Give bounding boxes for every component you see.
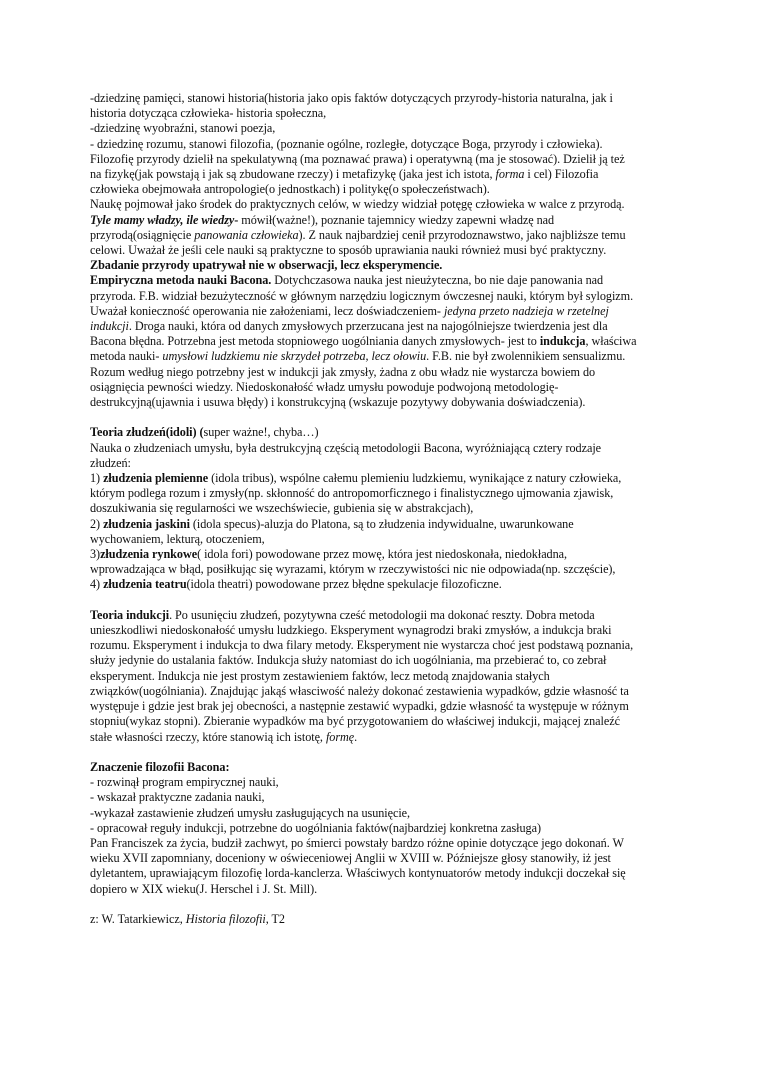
text-segment: występuje i gdzie jest brak jej obecności, a następnie zestawić wypadki, gdzie własność ta występuje w różnym [90, 699, 629, 714]
text-segment: człowieka obejmowała antropologie(o jednostkach) i politykę(o społeczeństwach). [90, 182, 490, 197]
text-line [90, 714, 652, 729]
text-segment: forma [495, 167, 525, 182]
text-segment: Rozum według niego potrzebny jest w indukcji jak zmysły, żadna z obu władz nie wystarcza bowiem do [90, 364, 596, 379]
text-segment: , T2 [265, 911, 285, 926]
text-line [90, 425, 652, 440]
text-line [90, 486, 652, 501]
text-segment: indukcja [539, 334, 586, 349]
text-line [90, 653, 652, 668]
text-segment: celowi. Uważał że jeśli cele nauki są praktyczne to sposób uprawiania nauki również musi być praktyczny. [90, 243, 607, 258]
text-line [90, 882, 652, 897]
text-segment: - dziedzinę rozumu, stanowi filozofia, (poznanie ogólne, rozległe, dotyczące Boga, przyrody i człowieka). [90, 136, 603, 151]
text-line [90, 547, 652, 562]
text-line [90, 152, 652, 167]
text-segment: - wskazał praktyczne zadania nauki, [90, 790, 265, 805]
text-segment: . Droga nauki, która od danych zmysłowych przerzucana jest na najogólniejsze twierdzenia jest dla [128, 319, 608, 334]
text-segment: z: W. Tatarkiewicz, [90, 911, 186, 926]
text-line [90, 775, 652, 790]
text-segment: Pan Franciszek za życia, budził zachwyt, po śmierci powstały bardzo różne opinie dotyczące jego dokonań. W [90, 835, 624, 850]
text-segment: Nauka o złudzeniach umysłu, była destrukcyjną częścią metodologii Bacona, wyróżniającą cztery rodzaje [90, 440, 602, 455]
text-segment: indukcji [90, 319, 129, 334]
text-segment: Bacona błędna. Potrzebna jest metoda stopniowego uogólniania danych zmysłowych- jest to [90, 334, 540, 349]
text-line [90, 669, 652, 684]
text-segment: Dotychczasowa nauka jest nieużyteczna, bo nie daje panowania nad [271, 273, 604, 288]
text-segment: -wykazał zastawienie złudzeń umysłu zasługujących na usunięcie, [90, 805, 411, 820]
text-segment: i cel) Filozofia [524, 167, 599, 182]
text-line [90, 806, 652, 821]
text-segment: (idola specus)-aluzja do Platona, są to złudzenia indywidualne, uwarunkowane [189, 516, 574, 531]
paragraph-gap [90, 897, 652, 912]
text-segment: umysłowi ludzkiemu nie skrzydeł potrzeba, lecz ołowiu [162, 349, 427, 364]
text-line [90, 289, 652, 304]
text-line [90, 471, 652, 486]
text-segment: wprowadzająca w błąd, posiłkując się wyrazami, którym w rzeczywistości nic nie odpowiada(np. szczęście), [90, 562, 616, 577]
text-segment: . [354, 729, 358, 744]
text-line [90, 273, 652, 288]
text-segment: - rozwinął program empirycznej nauki, [90, 775, 279, 790]
text-segment: 2) [90, 516, 104, 531]
text-segment: Teoria złudzeń(idoli) ( [90, 425, 204, 440]
text-line [90, 228, 652, 243]
text-segment: -dziedzinę pamięci, stanowi historia(historia jako opis faktów dotyczących przyrody-historia naturalna, jak i [90, 91, 613, 105]
text-line [90, 730, 652, 745]
text-line [90, 258, 652, 273]
text-segment: historia dotycząca człowieka- historia społeczna, [90, 106, 327, 121]
text-line [90, 91, 652, 106]
text-segment: dyletantem, uprawiającym filozofię lorda-kanclerza. Właściwych kontynuatorów metody indukcji doczekał się [90, 866, 626, 881]
text-line [90, 638, 652, 653]
text-segment: ). Z nauk najbardziej cenił przyrodoznawstwo, jako najbliższe temu [298, 227, 626, 242]
text-segment: wieku XVII zapomniany, doceniony w oświeceniowej Anglii w XVIII w. Późniejsze głosy stanowiły, iż jest [90, 851, 611, 866]
text-segment: przyroda. F.B. widział bezużyteczność w głównym narzędziu logicznym ówczesnej nauki, którym był sylogizm. [90, 288, 634, 303]
section-theory-of-induction [90, 608, 652, 745]
text-line [90, 167, 652, 182]
text-segment: na fizykę(jak powstają i jak są zbudowane rzeczy) i metafizykę (jaka jest ich istota, [90, 167, 496, 182]
text-segment: eksperyment. Indukcja nie jest prostym zestawieniem faktów, lecz metodą znajdowania stałych [90, 668, 550, 683]
text-segment: złudzenia teatru [103, 577, 187, 592]
text-segment: Zbadanie przyrody upatrywał nie w obserwacji, lecz eksperymencie. [90, 258, 443, 273]
text-line [90, 213, 652, 228]
text-line [90, 577, 652, 592]
text-line [90, 365, 652, 380]
text-line [90, 380, 652, 395]
text-line [90, 517, 652, 532]
text-segment: ( idola fori) powodowane przez mowę, która jest niedoskonała, niedokładna, [197, 547, 567, 562]
section-theory-of-idols [90, 425, 652, 592]
text-segment: (idola theatri) powodowane przez błędne spekulacje filozoficzne. [186, 577, 502, 592]
text-segment: Uważał konieczność operowania nie założeniami, lecz doświadczeniem- [90, 303, 444, 318]
text-segment: super ważne!, chyba…) [203, 425, 319, 440]
text-line [90, 319, 652, 334]
paragraph-gap [90, 410, 652, 425]
text-segment: jedyna przeto nadzieja w rzetelnej [443, 303, 609, 318]
text-line [90, 456, 652, 471]
text-line [90, 790, 652, 805]
text-line [90, 699, 652, 714]
text-line [90, 441, 652, 456]
text-segment: mówił(ważne!), poznanie tajemnicy wiedzy zapewni władzę nad [241, 212, 555, 227]
text-segment: przyrodą(osiągnięcie [90, 227, 195, 242]
text-segment: związków(uogólniania). Znajdując jakąś własciwość należy dokonać zestawienia wypadków, gdzie własność ta [90, 683, 629, 698]
text-line [90, 821, 652, 836]
text-segment: -dziedzinę wyobraźni, stanowi poezja, [90, 121, 276, 136]
text-line [90, 866, 652, 881]
source-citation [90, 912, 652, 927]
text-line [90, 562, 652, 577]
text-segment: wychowaniem, lekturą, otoczeniem, [90, 531, 265, 546]
text-segment: złudzenia rynkowe [100, 547, 198, 562]
text-segment: Znaczenie filozofii Bacona: [90, 759, 230, 774]
text-segment: doszukiwania się regularności we wszechświecie, gubienia się w abstrakcjach), [90, 501, 474, 516]
text-segment: dopiero w XIX wieku(J. Herschel i J. St. Mill). [90, 881, 318, 896]
text-line [90, 684, 652, 699]
text-line [90, 912, 652, 927]
text-segment: złudzeń: [90, 455, 131, 470]
text-segment: Naukę pojmował jako środek do praktycznych celów, w wiedzy widział potęgę człowieka w walce z przyrodą. [90, 197, 625, 212]
text-segment: - [234, 212, 242, 227]
text-segment: 1) [90, 471, 104, 486]
text-line [90, 137, 652, 152]
text-segment: . Po usunięciu złudzeń, pozytywna cześć metodologii ma dokonać reszty. Dobra metoda [169, 607, 595, 622]
text-segment: stałe własności rzeczy, które stanowią ich istotę, [90, 729, 326, 744]
text-segment: unieszkodliwi niedoskonałość umysłu ludzkiego. Eksperyment wynagrodzi braki zmysłów, a indukcja braki [90, 623, 612, 638]
text-segment: panowania człowieka [194, 227, 299, 242]
text-segment: (idola tribus), wspólne całemu plemieniu ludzkiemu, wynikające z natury człowieka, [208, 471, 622, 486]
text-segment: złudzenia jaskini [103, 516, 190, 531]
section-bacon-division [90, 91, 652, 410]
text-segment: 3) [90, 547, 101, 562]
text-segment: Filozofię przyrody dzielił na spekulatywną (ma poznawać prawa) i operatywną (ma je stosować). Dzielił ją też [90, 151, 625, 166]
text-line [90, 532, 652, 547]
text-line [90, 121, 652, 136]
text-line [90, 197, 652, 212]
text-line [90, 608, 652, 623]
text-segment: Teoria indukcji [90, 607, 170, 622]
text-line [90, 349, 652, 364]
text-line [90, 304, 652, 319]
text-line [90, 501, 652, 516]
text-line [90, 334, 652, 349]
section-significance [90, 760, 652, 897]
paragraph-gap [90, 593, 652, 608]
text-segment: - opracował reguły indukcji, potrzebne do uogólniania faktów(najbardziej konkretna zasługa) [90, 820, 541, 835]
text-segment: którym podlega rozum i zmysły(np. skłonność do antropomorficznego i finalistycznego ujmowania zjawisk, [90, 486, 614, 501]
text-segment: metoda nauki- [90, 349, 163, 364]
text-line [90, 182, 652, 197]
text-segment: Historia filozofii [185, 911, 266, 926]
document-page [90, 91, 652, 927]
text-segment: rozumu. Eksperyment i indukcja to dwa filary metody. Eksperyment nie wystarcza choć jest podstawą poznania, [90, 638, 634, 653]
text-segment: służy jedynie do ustalania faktów. Indukcja służy natomiast do ich uogólniania, ma przebierać to, co zebrał [90, 653, 607, 668]
text-line [90, 623, 652, 638]
text-line [90, 760, 652, 775]
text-segment: złudzenia plemienne [103, 471, 209, 486]
text-segment: 4) [90, 577, 104, 592]
text-segment: Tyle mamy władzy, ile wiedzy [90, 212, 235, 227]
text-segment: . F.B. nie był zwolennikiem sensualizmu. [426, 349, 626, 364]
text-line [90, 836, 652, 851]
text-segment: osiągnięcia pewności wiedzy. Niedoskonałość władz umysłu powoduje podwojoną metodologię- [90, 379, 559, 394]
text-line [90, 395, 652, 410]
text-segment: Empiryczna metoda nauki Bacona. [90, 273, 272, 288]
text-line [90, 106, 652, 121]
text-segment: formę [325, 729, 355, 744]
text-segment: destrukcyjną(ujawnia i usuwa błędy) i konstrukcyjną (wskazuje pozytywy dobywania doświadczenia). [90, 395, 586, 410]
text-line [90, 851, 652, 866]
text-line [90, 243, 652, 258]
paragraph-gap [90, 745, 652, 760]
text-segment: , właściwa [585, 334, 637, 349]
text-segment: stopniu(wykaz stopni). Zbieranie wypadków ma być przygotowaniem do właściwej indukcji, mającej znaleźć [90, 714, 620, 729]
